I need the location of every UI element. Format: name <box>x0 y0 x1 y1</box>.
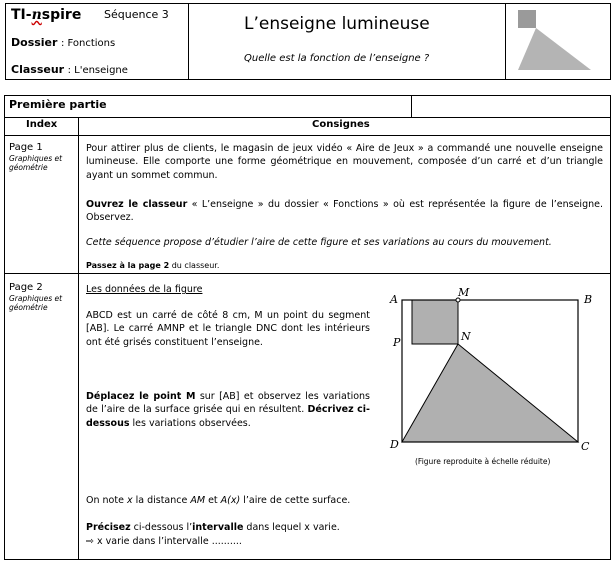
index-column-divider <box>78 117 79 560</box>
section-title-divider <box>4 117 611 118</box>
brand-logo: TI-nspire <box>11 7 82 23</box>
row-divider <box>4 273 611 274</box>
row1-sequence-note: Cette séquence propose d’étudier l’aire de cette figure et ses variations au cours du mouvement. <box>86 237 552 248</box>
row2-notation: On note x la distance AM et A(x) l’aire de cette surface. <box>86 495 351 506</box>
geometry-figure <box>388 288 610 470</box>
label-C: C <box>581 440 590 453</box>
nspire-symbol: n <box>31 7 42 23</box>
column-header-divider <box>4 135 611 136</box>
row1-intro-paragraph: Pour attirer plus de clients, le magasin de jeux vidéo « Aire de Jeux » a commandé une nouvelle enseigne lumineuse. Elle comporte une forme géométrique en mouvement, composée d’un carré et d’un triangle ayant un sommet commun. <box>86 143 603 181</box>
dossier-line: Dossier : Fonctions <box>11 36 116 49</box>
row2-interval-answer: ⇨ x varie dans l’intervalle .......... <box>86 536 242 547</box>
label-N: N <box>461 330 471 343</box>
column-header-consignes: Consignes <box>312 119 370 130</box>
label-D: D <box>390 438 399 451</box>
square-AMNP <box>412 300 458 344</box>
header-divider-right <box>505 3 506 80</box>
label-M: M <box>458 288 470 299</box>
label-B: B <box>584 293 593 306</box>
row2-interval-instruction: Précisez ci-dessous l’intervalle dans lequel x varie. <box>86 522 340 533</box>
header-logo-figure <box>515 8 595 72</box>
index-page-2-app: Graphiques et géométrie <box>9 294 63 312</box>
index-page-2: Page 2 <box>9 282 43 293</box>
column-header-index: Index <box>26 119 58 130</box>
page-subtitle: Quelle est la fonction de l’enseigne ? <box>244 53 430 64</box>
row2-data-paragraph: ABCD est un carré de côté 8 cm, M un point du segment [AB]. Le carré AMNP et le triangle DNC dont les intérieurs ont été grisés constituent l’enseigne. <box>86 310 370 348</box>
figure-caption: (Figure reproduite à échelle réduite) <box>415 457 551 466</box>
page-title: L’enseigne lumineuse <box>244 14 430 34</box>
label-A: A <box>390 293 398 306</box>
row2-move-instruction: Déplacez le point M sur [AB] et observez les variations de l’aire de la surface grisée qui en résultent. Décrivez ci-dessous les variations observées. <box>86 391 370 429</box>
row2-heading: Les données de la figure <box>86 284 203 295</box>
index-page-1: Page 1 <box>9 142 43 153</box>
classeur-line: Classeur : L'enseigne <box>11 63 128 76</box>
row1-next-page: Passez à la page 2 du classeur. <box>86 261 220 270</box>
section-title: Première partie <box>9 98 107 111</box>
header-divider-left <box>188 3 189 80</box>
label-P: P <box>393 336 401 349</box>
section-title-split <box>411 95 412 117</box>
sequence-label: Séquence 3 <box>104 8 169 21</box>
row1-instruction: Ouvrez le classeur « L’enseigne » du dossier « Fonctions » où est représentée la figure de l’enseigne. Observez. <box>86 199 603 224</box>
index-page-1-app: Graphiques et géométrie <box>9 154 63 172</box>
triangle-DNC <box>402 344 578 442</box>
